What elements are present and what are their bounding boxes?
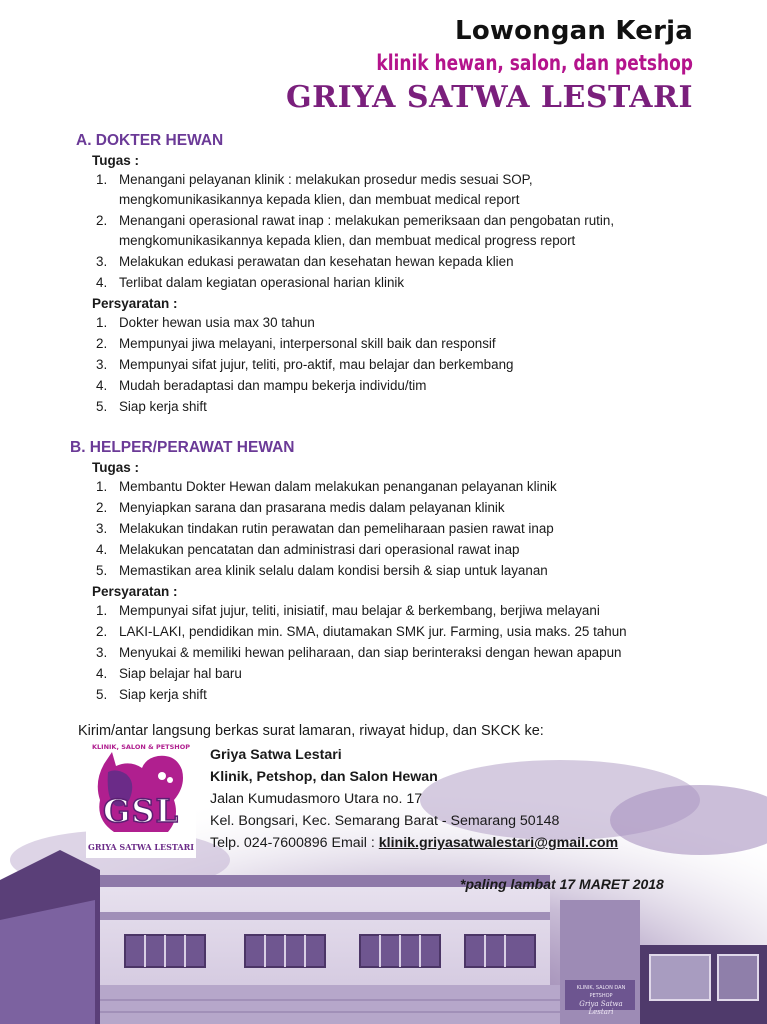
- item-number: 2.: [96, 624, 108, 639]
- item-number: 5.: [96, 563, 108, 578]
- item-number: 2.: [96, 500, 108, 515]
- item-text: mengkomunikasikannya kepada klien, dan membuat medical report: [119, 192, 520, 207]
- section-title: B. HELPER/PERAWAT HEWAN: [70, 439, 295, 456]
- logo-top-text: KLINIK, SALON & PETSHOP: [91, 743, 191, 751]
- item-number: 1.: [96, 172, 108, 187]
- brand-name: GRIYA SATWA LESTARI: [286, 80, 693, 115]
- item-number: 3.: [96, 254, 108, 269]
- item-number: 3.: [96, 645, 108, 660]
- company-name: Griya Satwa Lestari: [210, 747, 342, 763]
- company-unit: Klinik, Petshop, dan Salon Hewan: [210, 769, 438, 785]
- page-title: Lowongan Kerja: [455, 16, 693, 46]
- contact-intro: Kirim/antar langsung berkas surat lamaran, riwayat hidup, dan SKCK ke:: [78, 723, 544, 739]
- list-item: [62, 664, 702, 684]
- list-item: [62, 355, 702, 375]
- list-item: [62, 601, 702, 621]
- item-text: Terlibat dalam kegiatan operasional harian klinik: [119, 275, 405, 290]
- section-dokter-hewan: [62, 131, 702, 418]
- list-item: [62, 376, 702, 396]
- item-text: Melakukan edukasi perawatan dan kesehatan hewan kepada klien: [119, 254, 514, 269]
- list-item: [62, 519, 702, 539]
- list-item: [62, 622, 702, 642]
- email-link[interactable]: klinik.griyasatwalestari@gmail.com: [378, 835, 619, 851]
- contact-line: [210, 832, 618, 854]
- item-number: 1.: [96, 479, 108, 494]
- list-item: [62, 643, 702, 663]
- item-number: 5.: [96, 687, 108, 702]
- list-item: [62, 685, 702, 705]
- item-text: Melakukan tindakan rutin perawatan dan pemeliharaan pasien rawat inap: [119, 521, 554, 536]
- item-text: Siap belajar hal baru: [119, 666, 242, 681]
- item-text: Menangani pelayanan klinik : melakukan prosedur medis sesuai SOP,: [119, 172, 533, 187]
- list-item: [62, 252, 702, 272]
- item-text: Mudah beradaptasi dan mampu bekerja individu/tim: [119, 378, 427, 393]
- group-label-tugas: Tugas :: [92, 460, 139, 475]
- group-label-persyaratan: Persyaratan :: [92, 584, 178, 599]
- logo-bottom-text: GRIYA SATWA LESTARI: [88, 842, 194, 852]
- list-item: [62, 273, 702, 293]
- item-text: Menangani operasional rawat inap : melakukan pemeriksaan dan pengobatan rutin,: [119, 213, 615, 228]
- item-number: 5.: [96, 399, 108, 414]
- item-number: 4.: [96, 542, 108, 557]
- item-number: 4.: [96, 378, 108, 393]
- item-text: mengkomunikasikannya kepada klien, dan membuat medical progress report: [119, 233, 576, 248]
- item-number: 2.: [96, 336, 108, 351]
- logo-initials: GSL: [103, 792, 179, 830]
- tugas-list: [62, 477, 702, 581]
- item-text: Mempunyai sifat jujur, teliti, inisiatif, mau belajar & berkembang, berjiwa melayani: [119, 603, 600, 618]
- persyaratan-list: [62, 313, 702, 417]
- item-text: Mempunyai jiwa melayani, interpersonal skill baik dan responsif: [119, 336, 496, 351]
- tugas-list: [62, 170, 702, 293]
- item-number: 3.: [96, 521, 108, 536]
- persyaratan-list: [62, 601, 702, 705]
- item-text: Memastikan area klinik selalu dalam kondisi bersih & siap untuk layanan: [119, 563, 548, 578]
- building-sign-line2: Griya Satwa Lestari: [579, 1000, 623, 1016]
- item-number: 3.: [96, 357, 108, 372]
- list-item: [62, 170, 702, 210]
- item-text: Membantu Dokter Hewan dalam melakukan penanganan pelayanan klinik: [119, 479, 557, 494]
- header: [286, 14, 693, 118]
- page-subtitle: klinik hewan, salon, dan petshop: [376, 51, 693, 75]
- item-text: Mempunyai sifat jujur, teliti, pro-aktif, mau belajar dan berkembang: [119, 357, 514, 372]
- section-title: A. DOKTER HEWAN: [76, 132, 224, 149]
- item-number: 1.: [96, 603, 108, 618]
- item-text: Menyiapkan sarana dan prasarana medis dalam pelayanan klinik: [119, 500, 505, 515]
- building-sign: [566, 984, 636, 1016]
- address-street: Jalan Kumudasmoro Utara no. 17: [210, 791, 423, 807]
- gsl-logo: [86, 742, 196, 858]
- deadline-note: *paling lambat 17 MARET 2018: [460, 876, 664, 892]
- list-item: [62, 498, 702, 518]
- item-text: Dokter hewan usia max 30 tahun: [119, 315, 315, 330]
- list-item: [62, 211, 702, 251]
- building-sign-line1: KLINIK, SALON DAN PETSHOP: [576, 985, 626, 999]
- item-number: 4.: [96, 275, 108, 290]
- list-item: [62, 397, 702, 417]
- item-number: 4.: [96, 666, 108, 681]
- address-block: [210, 744, 618, 854]
- item-text: Siap kerja shift: [119, 399, 207, 414]
- address-area: Kel. Bongsari, Kec. Semarang Barat - Semarang 50148: [210, 813, 560, 829]
- list-item: [62, 334, 702, 354]
- phone-label: Telp. 024-7600896 Email :: [210, 835, 379, 851]
- list-item: [62, 477, 702, 497]
- item-text: LAKI-LAKI, pendidikan min. SMA, diutamakan SMK jur. Farming, usia maks. 25 tahun: [119, 624, 627, 639]
- item-text: Menyukai & memiliki hewan peliharaan, dan siap berinteraksi dengan hewan apapun: [119, 645, 622, 660]
- group-label-persyaratan: Persyaratan :: [92, 296, 178, 311]
- item-text: Melakukan pencatatan dan administrasi dari operasional rawat inap: [119, 542, 520, 557]
- list-item: [62, 540, 702, 560]
- list-item: [62, 561, 702, 581]
- list-item: [62, 313, 702, 333]
- item-number: 1.: [96, 315, 108, 330]
- item-number: 2.: [96, 213, 108, 228]
- section-helper-perawat: [62, 438, 702, 706]
- item-text: Siap kerja shift: [119, 687, 207, 702]
- group-label-tugas: Tugas :: [92, 153, 139, 168]
